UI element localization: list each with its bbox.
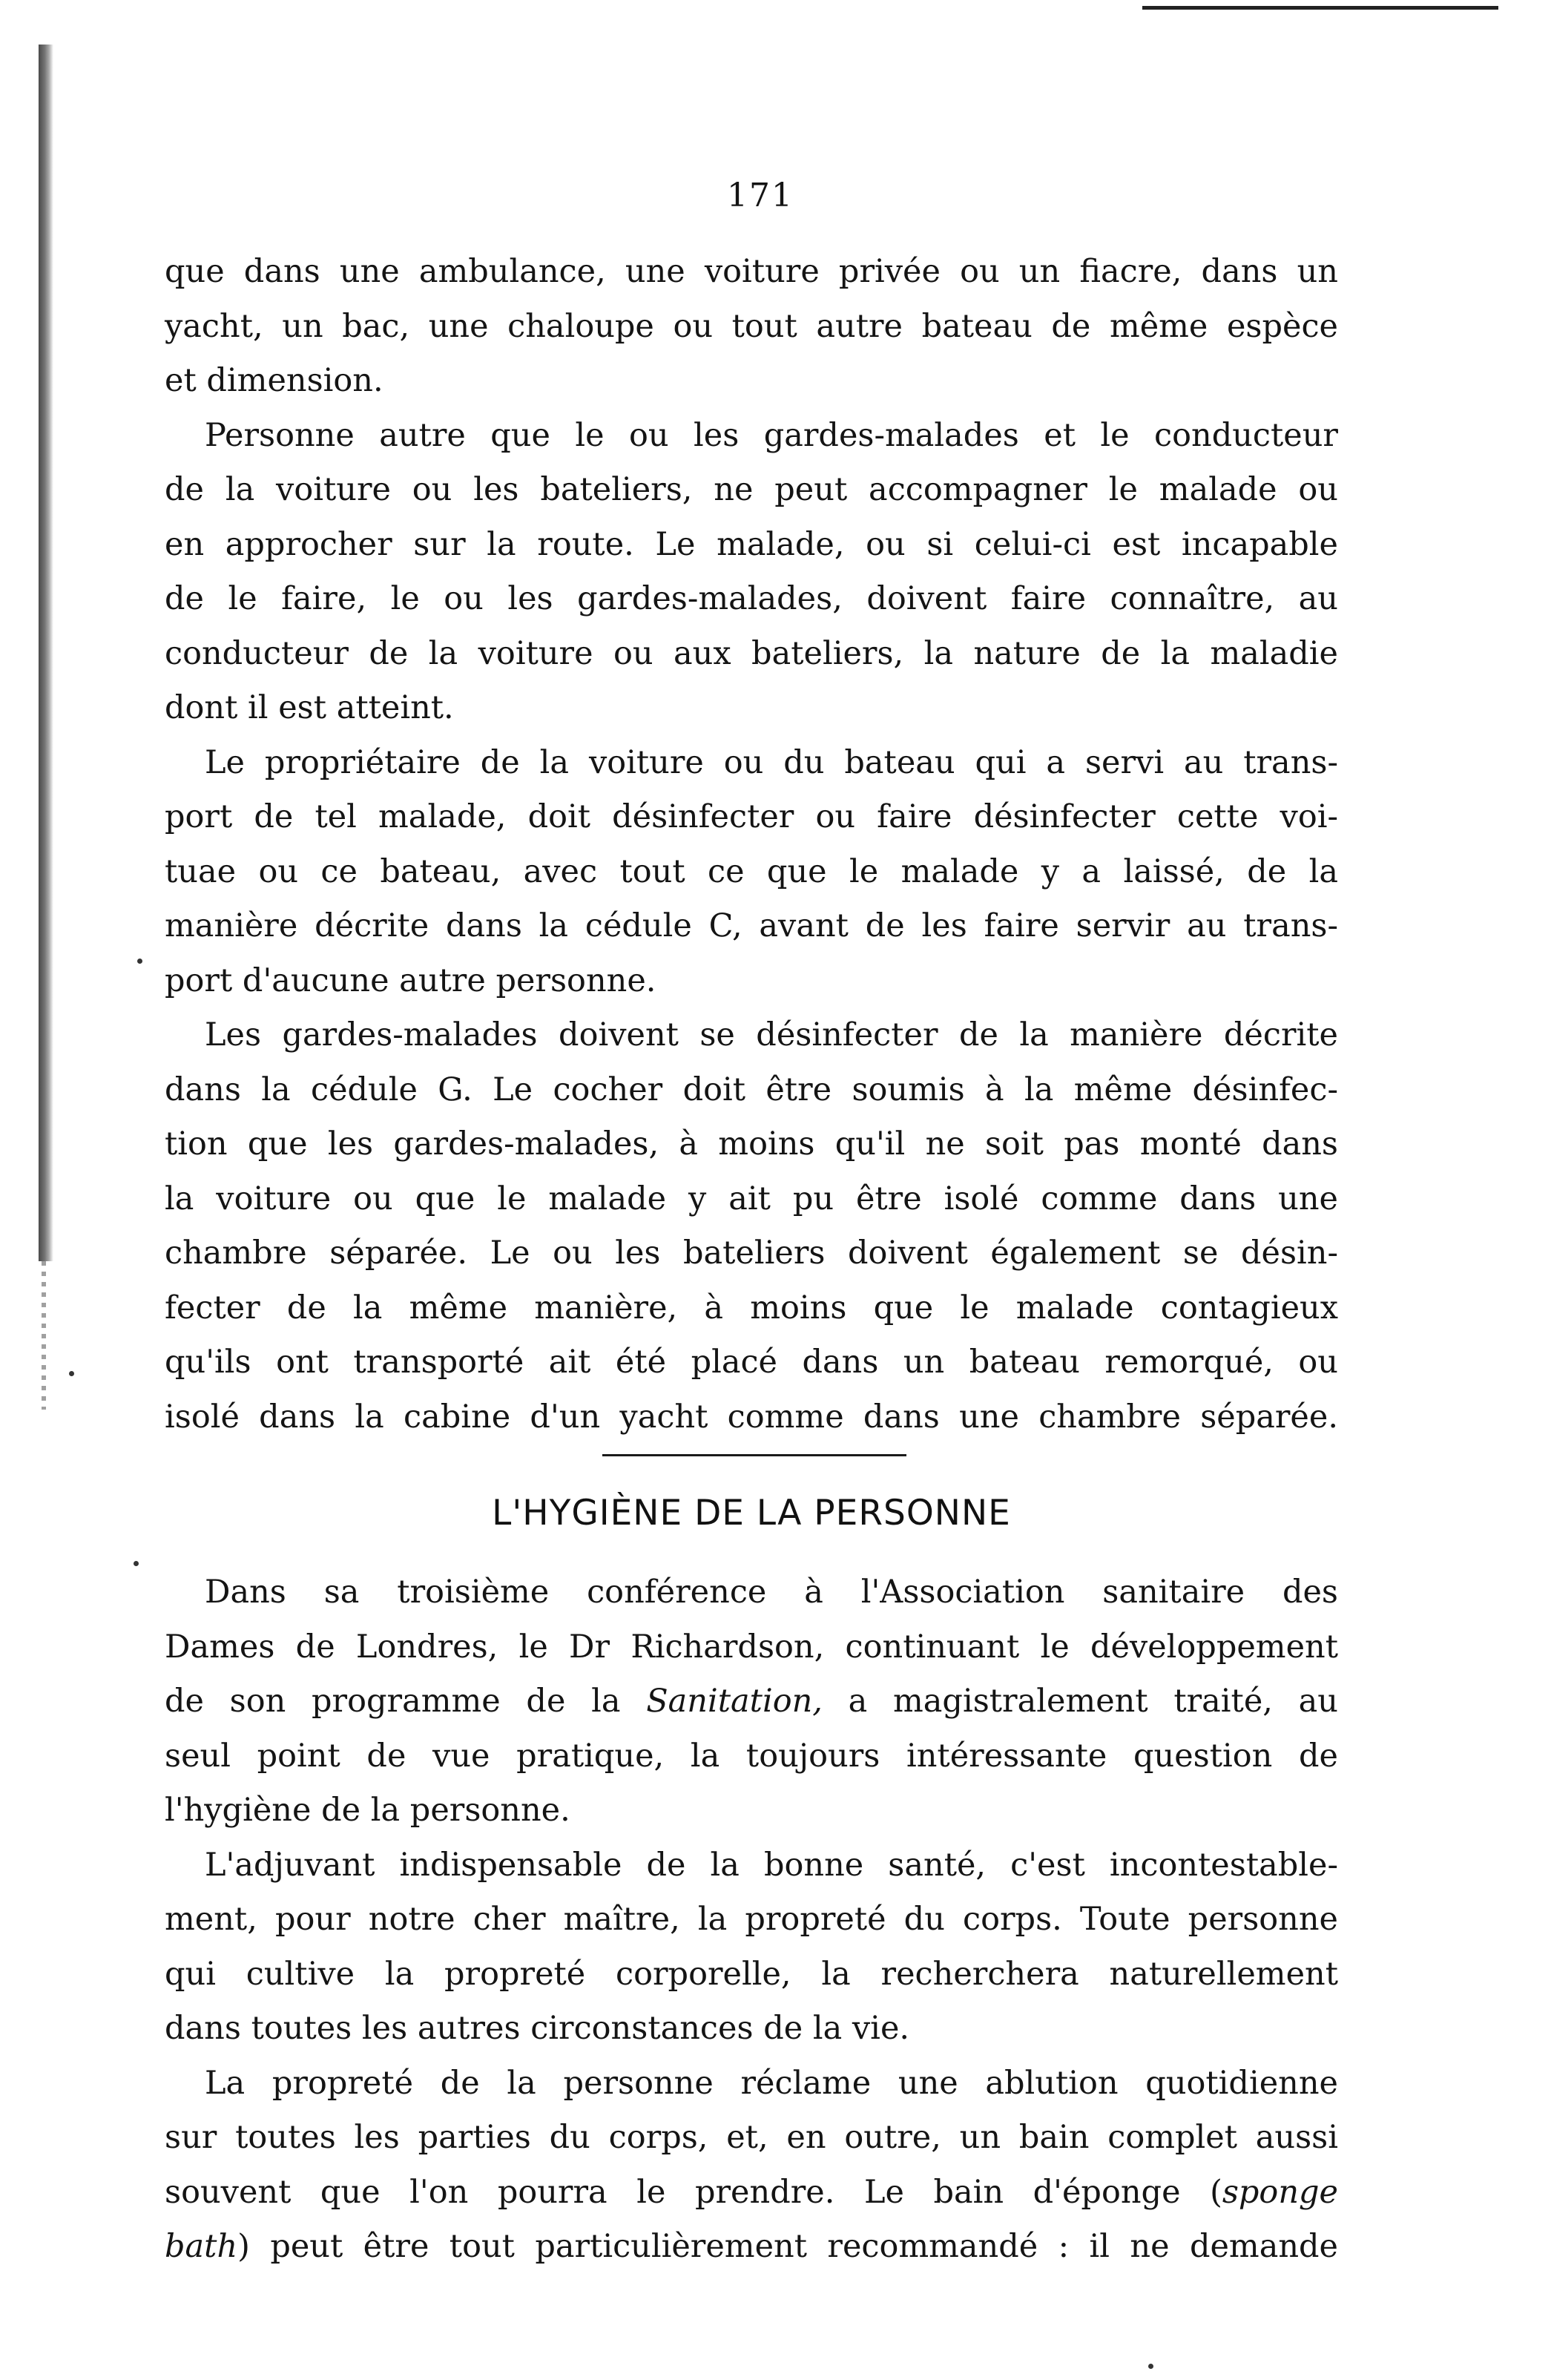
binding-edge-marks bbox=[42, 1261, 46, 1410]
text-line: de le faire, le ou les gardes-malades, doivent faire connaître, au bbox=[165, 580, 1338, 617]
text-line: port d'aucune autre personne. bbox=[165, 961, 656, 999]
margin-speck bbox=[69, 1371, 74, 1376]
text-line: en approcher sur la route. Le malade, ou si celui-ci est incapable bbox=[165, 525, 1338, 563]
margin-speck bbox=[137, 959, 142, 964]
text-line: Dames de Londres, le Dr Richardson, continuant le développement bbox=[165, 1628, 1338, 1666]
text-line: chambre séparée. Le ou les bateliers doivent également se désin- bbox=[165, 1235, 1338, 1272]
text-line: la voiture ou que le malade y ait pu être isolé comme dans une bbox=[165, 1180, 1338, 1217]
text-line: de la voiture ou les bateliers, ne peut accompagner le malade ou bbox=[165, 471, 1338, 508]
text-line: qu'ils ont transporté ait été placé dans un bateau remorqué, ou bbox=[165, 1344, 1338, 1381]
text-line: Les gardes-malades doivent se désinfecter de la manière décrite bbox=[205, 1016, 1338, 1053]
text-line: fecter de la même manière, à moins que le malade contagieux bbox=[165, 1289, 1338, 1327]
text-line: tuae ou ce bateau, avec tout ce que le malade y a laissé, de la bbox=[165, 852, 1338, 890]
text-line: L'adjuvant indispensable de la bonne santé, c'est incontestable- bbox=[205, 1846, 1338, 1884]
text-run-italic: Sanitation, bbox=[646, 1683, 823, 1720]
text-line: yacht, un bac, une chaloupe ou tout autre bateau de même espèce bbox=[165, 307, 1338, 345]
section-heading: L'HYGIÈNE DE LA PERSONNE bbox=[492, 1493, 1011, 1533]
text-line: Dans sa troisième conférence à l'Association sanitaire des bbox=[205, 1574, 1338, 1611]
top-edge-rule bbox=[1142, 6, 1498, 10]
text-line: qui cultive la propreté corporelle, la recherchera naturellement bbox=[165, 1955, 1338, 1993]
section-divider bbox=[602, 1454, 906, 1456]
text-line: seul point de vue pratique, la toujours intéressante question de bbox=[165, 1737, 1338, 1775]
text-line: ment, pour notre cher maître, la propreté du corps. Toute personne bbox=[165, 1901, 1338, 1938]
text-run-italic: bath bbox=[165, 2228, 238, 2265]
body-text-bottom bbox=[165, 1565, 1338, 2275]
text-run-italic: sponge bbox=[1222, 2173, 1338, 2211]
text-run: souvent que l'on pourra le prendre. Le bain d'éponge ( bbox=[165, 2173, 1222, 2211]
text-line: que dans une ambulance, une voiture privée ou un fiacre, dans un bbox=[165, 253, 1338, 290]
page-number: 171 bbox=[727, 177, 794, 214]
text-line-mixed bbox=[165, 1674, 1338, 1729]
margin-speck bbox=[134, 1561, 139, 1566]
text-line: Le propriétaire de la voiture ou du bateau qui a servi au trans- bbox=[205, 743, 1338, 781]
text-line: dans la cédule G. Le cocher doit être soumis à la même désinfec- bbox=[165, 1071, 1338, 1108]
text-line: et dimension. bbox=[165, 362, 383, 399]
text-line: tion que les gardes-malades, à moins qu'il ne soit pas monté dans bbox=[165, 1125, 1338, 1163]
text-run: a magistralement traité, au bbox=[822, 1683, 1338, 1720]
text-line: dans toutes les autres circonstances de la vie. bbox=[165, 2010, 910, 2047]
text-line-mixed bbox=[165, 2220, 1338, 2275]
text-line: isolé dans la cabine d'un yacht comme dans une chambre séparée. bbox=[165, 1398, 1338, 1436]
text-line: Personne autre que le ou les gardes-malades et le conducteur bbox=[205, 416, 1338, 454]
text-line: La propreté de la personne réclame une ablution quotidienne bbox=[205, 2064, 1338, 2102]
text-line: l'hygiène de la personne. bbox=[165, 1792, 570, 1829]
body-text-top bbox=[165, 245, 1338, 1444]
binding-edge-shadow bbox=[39, 45, 53, 1261]
text-line: port de tel malade, doit désinfecter ou faire désinfecter cette voi- bbox=[165, 798, 1338, 835]
text-line: dont il est atteint. bbox=[165, 689, 454, 726]
margin-speck bbox=[1148, 2364, 1153, 2369]
text-line-mixed bbox=[165, 2166, 1338, 2220]
text-line: sur toutes les parties du corps, et, en outre, un bain complet aussi bbox=[165, 2119, 1338, 2156]
text-line: conducteur de la voiture ou aux bateliers, la nature de la maladie bbox=[165, 634, 1338, 672]
text-line: manière décrite dans la cédule C, avant de les faire servir au trans- bbox=[165, 907, 1338, 944]
text-run: de son programme de la bbox=[165, 1683, 647, 1720]
text-run: ) peut être tout particulièrement recommandé : il ne demande bbox=[237, 2228, 1338, 2265]
